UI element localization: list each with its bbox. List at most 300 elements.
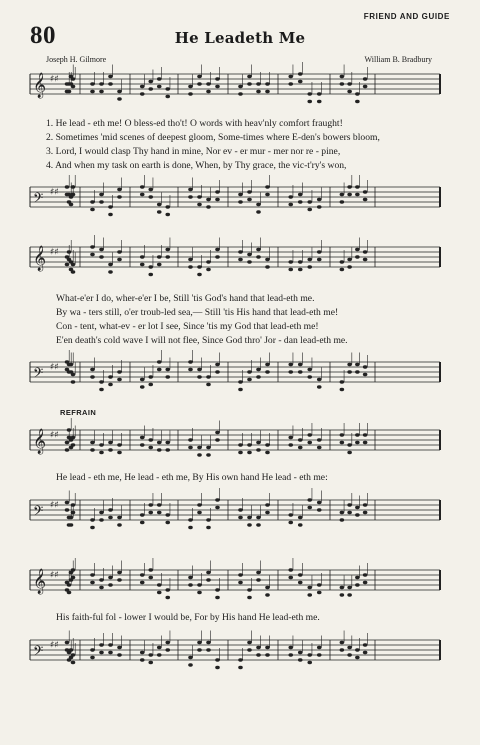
note-head	[215, 85, 220, 88]
note-head	[288, 203, 293, 206]
note-head	[90, 245, 95, 248]
note-head	[108, 448, 113, 451]
note-head	[307, 593, 312, 596]
note-head	[65, 185, 70, 188]
key-signature-icon: ♯♯	[50, 362, 59, 373]
note-head	[117, 578, 122, 581]
treble-clef-icon: 𝄞	[33, 73, 47, 98]
note-head	[363, 373, 368, 376]
note-head	[108, 583, 113, 586]
note-head	[99, 578, 104, 581]
note-head	[355, 193, 360, 196]
note-head	[206, 518, 211, 521]
note-head	[247, 75, 252, 78]
note-head	[317, 501, 322, 504]
note-head	[247, 588, 252, 591]
note-head	[340, 641, 345, 644]
note-head	[355, 583, 360, 586]
note-head	[157, 511, 162, 514]
note-head	[71, 503, 76, 506]
note-head	[140, 255, 145, 258]
note-head	[363, 190, 368, 193]
note-head	[99, 643, 104, 646]
note-head	[298, 72, 303, 75]
note-head	[256, 653, 261, 656]
note-head	[288, 646, 293, 649]
note-head	[363, 198, 368, 201]
key-signature-icon: ♯♯	[50, 187, 59, 198]
note-head	[363, 581, 368, 584]
note-head	[288, 568, 293, 571]
note-head	[247, 641, 252, 644]
note-head	[108, 508, 113, 511]
note-head	[108, 75, 113, 78]
note-head	[157, 583, 162, 586]
note-head	[148, 661, 153, 664]
note-head	[215, 370, 220, 373]
note-head	[117, 523, 122, 526]
note-head	[165, 596, 170, 599]
system2-bass-staff	[0, 350, 480, 405]
note-head	[197, 446, 202, 449]
note-head	[188, 85, 193, 88]
note-head	[256, 210, 261, 213]
note-head	[347, 443, 352, 446]
note-head	[317, 446, 322, 449]
note-head	[307, 92, 312, 95]
note-head	[157, 255, 162, 258]
note-head	[99, 651, 104, 654]
note-head	[363, 77, 368, 80]
note-head	[108, 576, 113, 579]
note-head	[298, 370, 303, 373]
note-head	[90, 253, 95, 256]
note-head	[197, 648, 202, 651]
system4-bass-staff	[0, 628, 480, 683]
note-head	[90, 90, 95, 93]
note-head	[67, 428, 72, 431]
note-head	[197, 203, 202, 206]
note-head	[165, 95, 170, 98]
note-head	[148, 446, 153, 449]
note-head	[148, 265, 153, 268]
note-head	[317, 583, 322, 586]
note-head	[157, 646, 162, 649]
note-head	[71, 373, 76, 376]
note-head	[165, 521, 170, 524]
note-head	[197, 265, 202, 268]
note-head	[148, 87, 153, 90]
note-head	[363, 511, 368, 514]
note-head	[108, 375, 113, 378]
system1-bass-staff	[0, 175, 480, 230]
note-head	[69, 516, 74, 519]
note-head	[188, 360, 193, 363]
note-head	[355, 185, 360, 188]
note-head	[71, 380, 76, 383]
note-head	[165, 648, 170, 651]
note-head	[298, 193, 303, 196]
note-head	[347, 653, 352, 656]
note-head	[355, 363, 360, 366]
note-head	[298, 581, 303, 584]
note-head	[215, 506, 220, 509]
note-head	[99, 90, 104, 93]
note-head	[69, 523, 74, 526]
note-head	[90, 448, 95, 451]
note-head	[347, 646, 352, 649]
treble-clef-icon: 𝄞	[33, 246, 47, 271]
note-head	[157, 591, 162, 594]
note-head	[148, 188, 153, 191]
note-head	[340, 648, 345, 651]
note-head	[117, 653, 122, 656]
note-head	[307, 661, 312, 664]
note-head	[108, 441, 113, 444]
note-head	[247, 82, 252, 85]
note-head	[206, 641, 211, 644]
note-head	[148, 80, 153, 83]
system3-treble-staff	[0, 418, 480, 473]
note-head	[288, 260, 293, 263]
section-heading: FRIEND AND GUIDE	[363, 12, 450, 21]
note-head	[238, 508, 243, 511]
note-head	[206, 268, 211, 271]
note-head	[117, 451, 122, 454]
system2-lyric-4: E'en death's cold wave I will not flee, Since God thro' Jor - dan lead-eth me.	[56, 335, 348, 346]
system4-treble-staff	[0, 558, 480, 613]
note-head	[288, 370, 293, 373]
note-head	[65, 501, 70, 504]
note-head	[197, 82, 202, 85]
note-head	[117, 250, 122, 253]
note-head	[90, 518, 95, 521]
note-head	[188, 368, 193, 371]
note-head	[90, 581, 95, 584]
note-head	[340, 593, 345, 596]
note-head	[340, 388, 345, 391]
note-head	[288, 195, 293, 198]
note-head	[90, 573, 95, 576]
note-head	[340, 193, 345, 196]
note-head	[108, 205, 113, 208]
note-head	[317, 653, 322, 656]
note-head	[71, 653, 76, 656]
note-head	[140, 513, 145, 516]
note-head	[157, 441, 162, 444]
note-head	[355, 255, 360, 258]
note-head	[307, 368, 312, 371]
note-head	[188, 258, 193, 261]
note-head	[108, 213, 113, 216]
note-head	[256, 646, 261, 649]
note-head	[238, 451, 243, 454]
note-head	[140, 385, 145, 388]
note-head	[148, 511, 153, 514]
note-head	[288, 75, 293, 78]
note-head	[347, 82, 352, 85]
note-head	[247, 378, 252, 381]
note-head	[307, 258, 312, 261]
note-head	[256, 203, 261, 206]
note-head	[197, 368, 202, 371]
note-head	[67, 90, 72, 93]
note-head	[347, 370, 352, 373]
note-head	[197, 375, 202, 378]
bass-clef-icon: 𝄢	[33, 365, 44, 384]
note-head	[238, 388, 243, 391]
note-head	[69, 203, 74, 206]
bass-clef-icon: 𝄢	[33, 503, 44, 522]
note-head	[67, 250, 72, 253]
verse-2: 2. Sometimes 'mid scenes of deepest gloom, Some-times where E-den's bowers bloom,	[46, 132, 380, 143]
note-head	[340, 268, 345, 271]
note-head	[363, 433, 368, 436]
note-head	[215, 248, 220, 251]
note-head	[215, 255, 220, 258]
composer-credit: William B. Bradbury	[364, 55, 432, 64]
note-head	[197, 273, 202, 276]
note-head	[215, 363, 220, 366]
key-signature-icon: ♯♯	[50, 640, 59, 651]
note-head	[140, 193, 145, 196]
note-head	[317, 385, 322, 388]
note-head	[71, 85, 76, 88]
note-head	[298, 268, 303, 271]
note-head	[256, 255, 261, 258]
note-head	[99, 380, 104, 383]
note-head	[108, 263, 113, 266]
verse-1: 1. He lead - eth me! O bless-ed tho't! O words with heav'nly comfort fraught!	[46, 118, 343, 129]
system2-treble-staff	[0, 235, 480, 295]
note-head	[238, 658, 243, 661]
note-head	[298, 523, 303, 526]
note-head	[238, 516, 243, 519]
note-head	[238, 573, 243, 576]
note-head	[99, 248, 104, 251]
note-head	[317, 250, 322, 253]
note-head	[347, 586, 352, 589]
note-head	[71, 443, 76, 446]
note-head	[265, 90, 270, 93]
note-head	[317, 438, 322, 441]
note-head	[247, 253, 252, 256]
note-head	[288, 436, 293, 439]
note-head	[298, 446, 303, 449]
note-head	[247, 596, 252, 599]
note-head	[317, 205, 322, 208]
note-head	[67, 591, 72, 594]
note-head	[188, 446, 193, 449]
refrain-label: REFRAIN	[60, 408, 97, 417]
hymn-title: He Leadeth Me	[174, 29, 306, 47]
note-head	[197, 641, 202, 644]
note-head	[197, 453, 202, 456]
refrain-lyric-1: He lead - eth me, He lead - eth me, By His own hand He lead - eth me:	[56, 472, 328, 483]
note-head	[307, 506, 312, 509]
note-head	[188, 195, 193, 198]
note-head	[157, 85, 162, 88]
note-head	[148, 568, 153, 571]
refrain-lyric-2: His faith-ful fol - lower I would be, For by His hand He lead-eth me.	[56, 612, 320, 623]
note-head	[117, 97, 122, 100]
note-head	[117, 195, 122, 198]
note-head	[188, 188, 193, 191]
note-head	[117, 443, 122, 446]
note-head	[307, 265, 312, 268]
note-head	[340, 75, 345, 78]
note-head	[99, 255, 104, 258]
note-head	[363, 503, 368, 506]
note-head	[71, 263, 76, 266]
note-head	[140, 85, 145, 88]
note-head	[347, 363, 352, 366]
note-head	[71, 185, 76, 188]
note-head	[140, 658, 145, 661]
note-head	[288, 82, 293, 85]
key-signature-icon: ♯♯	[50, 247, 59, 258]
note-head	[256, 90, 261, 93]
note-head	[317, 508, 322, 511]
note-head	[340, 511, 345, 514]
note-head	[165, 448, 170, 451]
note-head	[90, 375, 95, 378]
note-head	[215, 596, 220, 599]
note-head	[117, 258, 122, 261]
note-head	[265, 185, 270, 188]
note-head	[247, 443, 252, 446]
note-head	[256, 448, 261, 451]
note-head	[69, 648, 74, 651]
note-head	[363, 250, 368, 253]
note-head	[355, 576, 360, 579]
note-head	[238, 85, 243, 88]
note-head	[90, 82, 95, 85]
note-head	[340, 82, 345, 85]
note-head	[188, 576, 193, 579]
note-head	[67, 583, 72, 586]
note-head	[288, 513, 293, 516]
note-head	[99, 193, 104, 196]
note-head	[265, 593, 270, 596]
note-head	[298, 438, 303, 441]
note-head	[188, 583, 193, 586]
note-head	[197, 583, 202, 586]
note-head	[265, 503, 270, 506]
note-head	[355, 248, 360, 251]
note-head	[99, 388, 104, 391]
note-head	[148, 576, 153, 579]
note-head	[215, 666, 220, 669]
note-head	[65, 508, 70, 511]
note-head	[265, 653, 270, 656]
note-head	[117, 90, 122, 93]
system3-bass-staff	[0, 488, 480, 543]
note-head	[307, 653, 312, 656]
note-head	[206, 446, 211, 449]
note-head	[298, 363, 303, 366]
note-head	[298, 651, 303, 654]
note-head	[197, 503, 202, 506]
note-head	[140, 651, 145, 654]
note-head	[347, 451, 352, 454]
note-head	[256, 375, 261, 378]
note-head	[340, 441, 345, 444]
note-head	[99, 200, 104, 203]
note-head	[355, 92, 360, 95]
system2-lyric-3: Con - tent, what-ev - er lot I see, Since 'tis my God that lead-eth me!	[56, 321, 319, 332]
note-head	[256, 82, 261, 85]
note-head	[99, 451, 104, 454]
note-head	[363, 258, 368, 261]
treble-clef-icon: 𝄞	[33, 569, 47, 594]
note-head	[148, 438, 153, 441]
note-head	[206, 526, 211, 529]
note-head	[215, 588, 220, 591]
verse-3: 3. Lord, I would clasp Thy hand in mine, Nor ev - er mur - mer nor re - pine,	[46, 146, 341, 157]
note-head	[165, 588, 170, 591]
note-head	[238, 581, 243, 584]
note-head	[347, 511, 352, 514]
note-head	[117, 571, 122, 574]
note-head	[140, 573, 145, 576]
note-head	[363, 651, 368, 654]
note-head	[90, 648, 95, 651]
note-head	[99, 511, 104, 514]
bass-clef-icon: 𝄢	[33, 643, 44, 662]
key-signature-icon: ♯♯	[50, 570, 59, 581]
note-head	[206, 453, 211, 456]
note-head	[347, 593, 352, 596]
note-head	[317, 591, 322, 594]
note-head	[238, 250, 243, 253]
note-head	[238, 92, 243, 95]
note-head	[90, 208, 95, 211]
note-head	[71, 77, 76, 80]
note-head	[117, 188, 122, 191]
note-head	[355, 370, 360, 373]
note-head	[206, 375, 211, 378]
note-head	[347, 185, 352, 188]
note-head	[65, 448, 70, 451]
note-head	[238, 200, 243, 203]
key-signature-icon: ♯♯	[50, 74, 59, 85]
note-head	[188, 518, 193, 521]
note-head	[157, 368, 162, 371]
note-head	[206, 205, 211, 208]
note-head	[108, 651, 113, 654]
note-head	[340, 200, 345, 203]
note-head	[148, 273, 153, 276]
note-head	[347, 503, 352, 506]
note-head	[238, 258, 243, 261]
note-head	[165, 375, 170, 378]
note-head	[188, 438, 193, 441]
note-head	[247, 648, 252, 651]
note-head	[65, 641, 70, 644]
note-head	[215, 438, 220, 441]
note-head	[215, 77, 220, 80]
note-head	[157, 77, 162, 80]
note-head	[307, 375, 312, 378]
note-head	[247, 370, 252, 373]
note-head	[108, 82, 113, 85]
note-head	[298, 260, 303, 263]
note-head	[355, 506, 360, 509]
note-head	[288, 521, 293, 524]
note-head	[288, 268, 293, 271]
key-signature-icon: ♯♯	[50, 430, 59, 441]
